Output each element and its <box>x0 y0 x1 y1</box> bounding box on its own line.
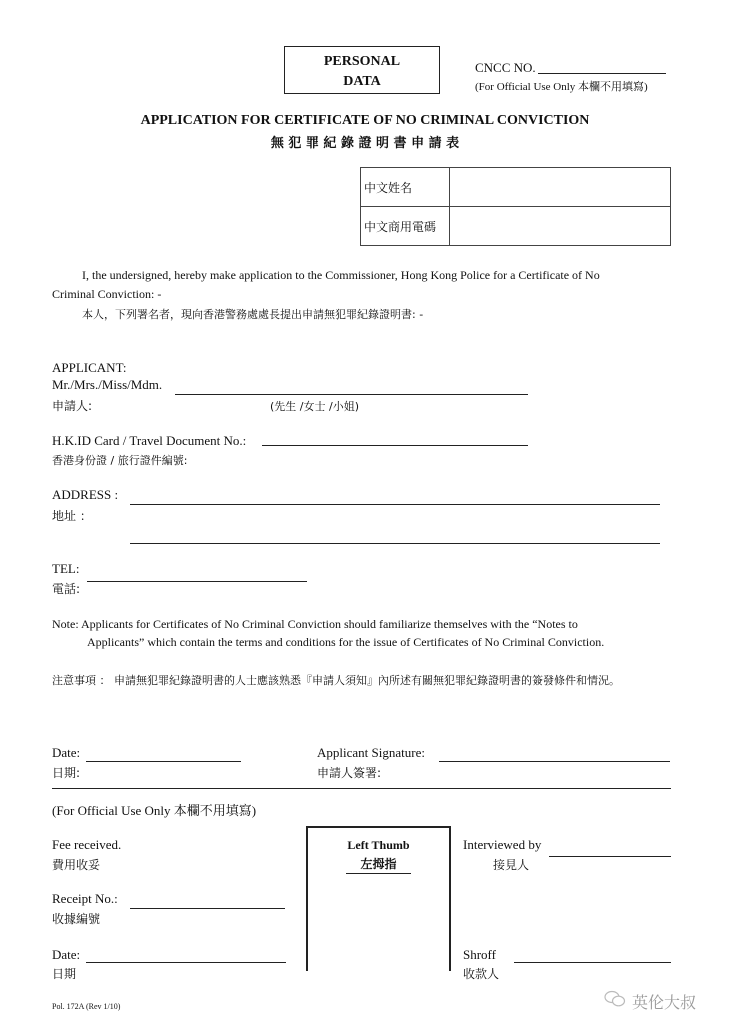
hkid-label-zh: 香港身份證 / 旅行證件編號: <box>52 454 188 467</box>
receipt-label-en: Receipt No.: <box>52 891 118 906</box>
cncc-number-field[interactable] <box>538 73 666 74</box>
chinese-name-input[interactable] <box>450 168 671 207</box>
address-label-zh: 地址 ： <box>52 509 92 523</box>
applicant-label-zh: 申請人: <box>52 399 93 413</box>
tel-label-en: TEL: <box>52 561 80 576</box>
form-number: Pol. 172A (Rev 1/10) <box>52 1002 121 1011</box>
date-field[interactable] <box>86 761 241 762</box>
official-date-label-zh: 日期 <box>52 967 77 981</box>
official-use-note: (For Official Use Only 本欄不用填寫) <box>475 81 648 93</box>
signature-field[interactable] <box>439 761 670 762</box>
note-zh: 注意事項 ： 申請無犯罪紀錄證明書的人士應該熟悉『申請人須知』內所述有關無犯罪紀錄證明書的簽發條件和情況。 <box>52 674 620 687</box>
left-thumb-box[interactable] <box>306 826 451 971</box>
personal-data-line1: PERSONAL <box>323 54 401 69</box>
personal-data-line2: DATA <box>343 74 381 89</box>
chinese-code-input[interactable] <box>450 207 671 246</box>
title-options-zh: (先生 /女士 /小姐) <box>270 400 359 413</box>
address-field-line1[interactable] <box>130 504 660 505</box>
personal-data-box <box>284 46 440 94</box>
tel-label-zh: 電話: <box>52 582 81 596</box>
declaration-en-line2: Criminal Conviction: - <box>52 287 162 301</box>
signature-label-en: Applicant Signature: <box>317 745 425 760</box>
hkid-label-en: H.K.ID Card / Travel Document No.: <box>52 433 247 448</box>
address-label-en: ADDRESS : <box>52 487 119 502</box>
chinese-code-label: 中文商用電碼 <box>361 207 450 246</box>
shroff-label-en: Shroff <box>463 947 496 962</box>
chinese-name-table <box>360 167 671 246</box>
declaration-zh: 本人，下列署名者，現向香港警務處處長提出申請無犯罪紀錄證明書: - <box>82 308 424 321</box>
official-date-field[interactable] <box>86 962 286 963</box>
cncc-label: CNCC NO. <box>475 60 536 75</box>
fee-label-en: Fee received. <box>52 837 122 852</box>
receipt-label-zh: 收據編號 <box>52 912 101 926</box>
applicant-label-en: APPLICANT: <box>52 360 127 375</box>
title-zh: 無 犯 罪 紀 錄 證 明 書 申 請 表 <box>270 136 460 151</box>
interviewed-label-en: Interviewed by <box>463 837 542 852</box>
title-en: APPLICATION FOR CERTIFICATE OF NO CRIMINAL CONVICTION <box>140 113 590 128</box>
fee-label-zh: 費用收妥 <box>52 858 101 872</box>
receipt-field[interactable] <box>130 908 285 909</box>
left-thumb-label-zh: 左拇指 <box>346 855 410 874</box>
wechat-icon <box>604 990 626 1008</box>
declaration-en-line1: I, the undersigned, hereby make application to the Commissioner, Hong Kong Police for a Certificate of No <box>82 268 600 282</box>
shroff-field[interactable] <box>514 962 671 963</box>
applicant-name-field[interactable] <box>175 394 528 395</box>
note-line2: Applicants” which contain the terms and conditions for the issue of Certificates of No Criminal Conviction. <box>87 635 605 649</box>
date-label-en: Date: <box>52 745 81 760</box>
address-field-line2[interactable] <box>130 543 660 544</box>
date-label-zh: 日期: <box>52 766 81 780</box>
interviewed-label-zh: 接見人 <box>493 858 530 872</box>
watermark: 英伦大叔 <box>632 993 697 1012</box>
chinese-name-label: 中文姓名 <box>361 168 450 207</box>
interviewed-field[interactable] <box>549 856 671 857</box>
left-thumb-label-en: Left Thumb <box>347 838 410 852</box>
title-options-en: Mr./Mrs./Miss/Mdm. <box>52 377 163 392</box>
signature-label-zh: 申請人簽署: <box>317 766 382 780</box>
tel-field[interactable] <box>87 581 307 582</box>
official-heading: (For Official Use Only 本欄不用填寫) <box>52 803 257 818</box>
section-divider <box>52 788 671 789</box>
shroff-label-zh: 收款人 <box>463 967 500 981</box>
official-date-label-en: Date: <box>52 947 81 962</box>
note-line1: Note: Applicants for Certificates of No Criminal Conviction should familiarize themselves with the “Notes to <box>52 617 578 631</box>
hkid-field[interactable] <box>262 445 528 446</box>
